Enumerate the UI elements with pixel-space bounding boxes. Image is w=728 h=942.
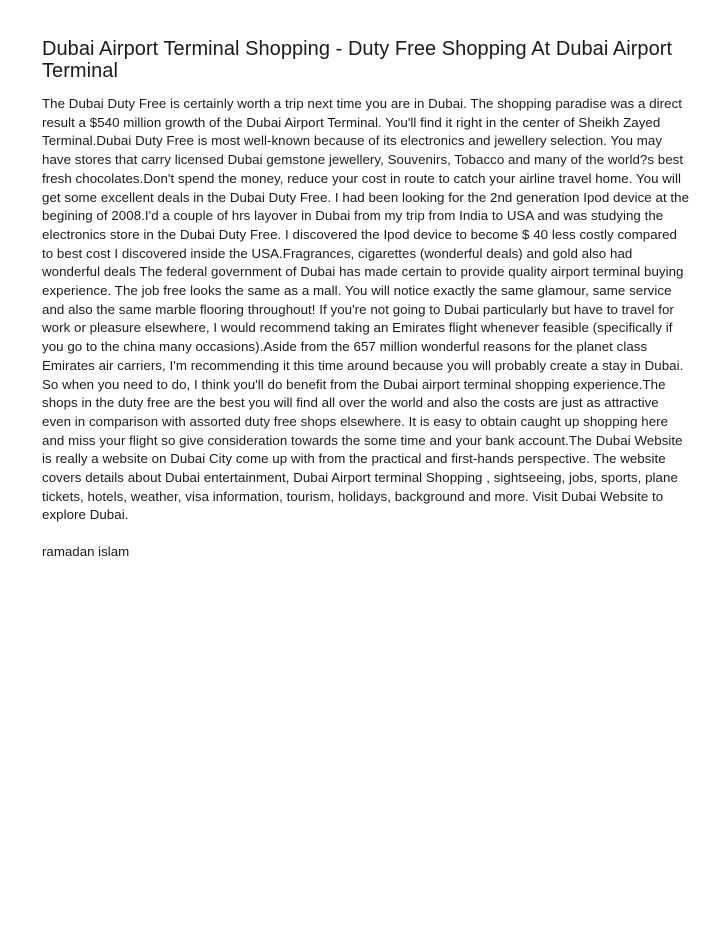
document-title: Dubai Airport Terminal Shopping - Duty Free Shopping At Dubai Airport Terminal	[42, 38, 673, 82]
document-author: ramadan islam	[42, 544, 130, 560]
document-page	[42, 38, 690, 562]
document-body: The Dubai Duty Free is certainly worth a trip next time you are in Dubai. The shopping paradise was a direct result a $540 million growth of the Dubai Airport Terminal. You'll find it right in the center of Sheikh Zayed Terminal.Dubai Duty Free is most well-known because of its electronics and jewellery selection. You may have stores that carry licensed Dubai gemstone jewellery, Souvenirs, Tobacco and many of the world?s best fresh chocolates.Don't spend the money, reduce your cost in route to catch your airline travel home. You will get some excellent deals in the Dubai Duty Free. I had been looking for the 2nd generation Ipod device at the begining of 2008.I'd a couple of hrs layover in Dubai from my trip from India to USA and was studying the electronics store in the Dubai Duty Free. I discovered the Ipod device to become $ 40 less costly compared to best cost I discovered inside the USA.Fragrances, cigarettes (wonderful deals) and gold also had wonderful deals The federal government of Dubai has made certain to provide quality airport terminal buying experience. The job free looks the same as a mall. You will notice exactly the same glamour, same service and also the same marble flooring throughout! If you're not going to Dubai particularly but have to travel for work or pleasure elsewhere, I would recommend taking an Emirates flight whenever feasible (specifically if you go to the china many occasions).Aside from the 657 million wonderful reasons for the planet class Emirates air carriers, I'm recommending it this time around because you will probably create a stay in Dubai. So when you need to do, I think you'll do benefit from the Dubai airport terminal shopping experience.The shops in the duty free are the best you will find all over the world and also the costs are just as attractive even in comparison with assorted duty free shops elsewhere. It is easy to obtain caught up shopping here and miss your flight so give consideration towards the some time and your bank account.The Dubai Website is really a website on Dubai City come up with from the practical and first-hands perspective. The website covers details about Dubai entertainment, Dubai Airport terminal Shopping , sightseeing, jobs, sports, plane tickets, hotels, weather, visa information, tourism, holidays, background and more. Visit Dubai Website to explore Dubai.	[42, 96, 690, 523]
